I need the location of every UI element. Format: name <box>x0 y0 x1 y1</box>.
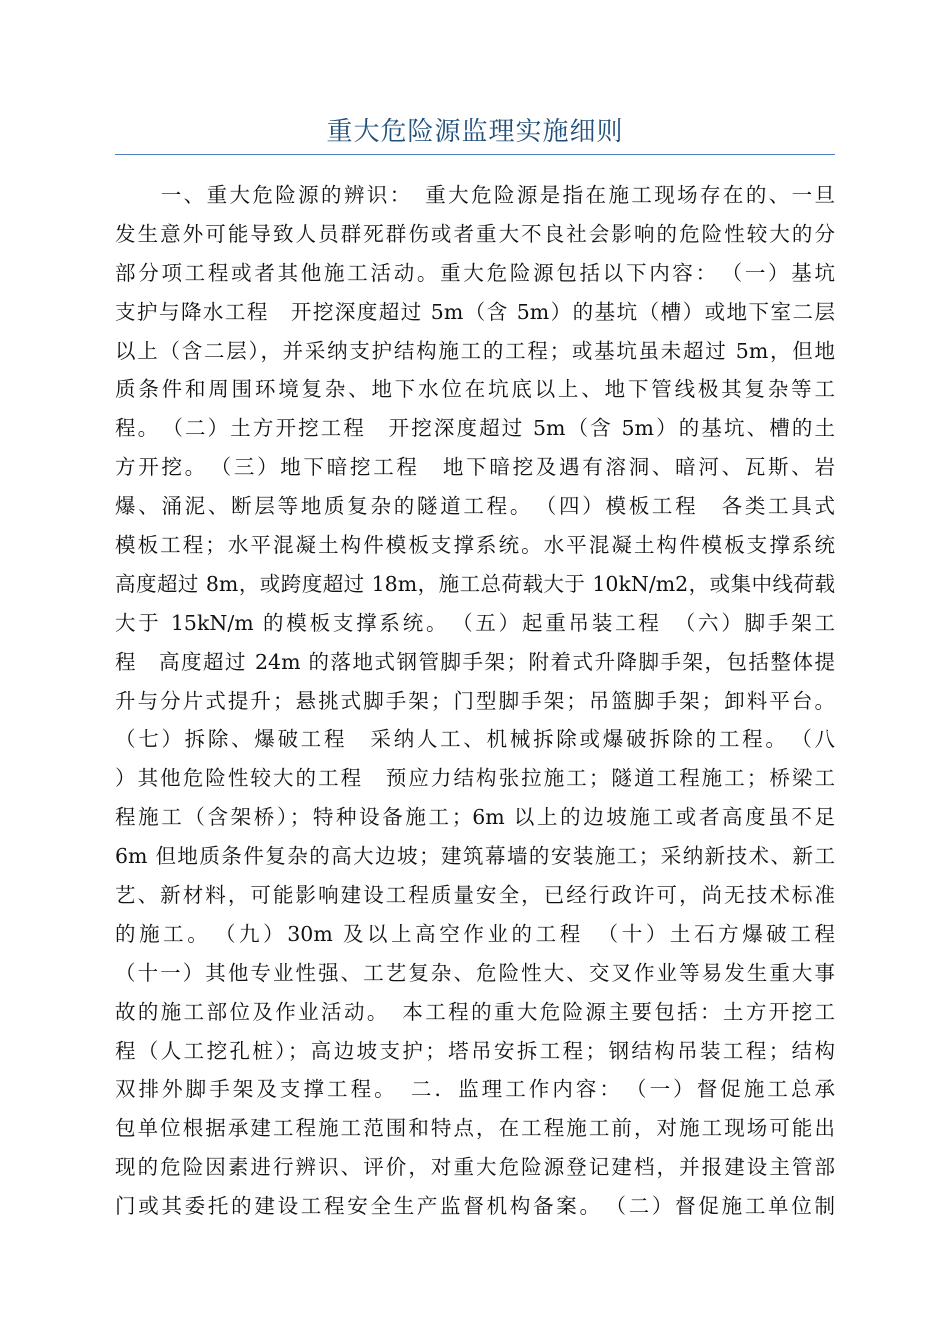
body-line: 艺、新材料，可能影响建设工程质量安全，已经行政许可，尚无技术标准 <box>115 883 835 908</box>
body-line: 发生意外可能导致人员群死群伤或者重大不良社会影响的危险性较大的分 <box>115 221 835 246</box>
body-line: 程（人工挖孔桩）；高边坡支护；塔吊安拆工程；钢结构吊装工程；结构 <box>115 1038 835 1063</box>
body-line: 6m 但地质条件复杂的高大边坡；建筑幕墙的安装施工；采纳新技术、新工 <box>115 844 835 869</box>
body-line: ）其他危险性较大的工程 预应力结构张拉施工；隧道工程施工；桥梁工 <box>115 766 835 791</box>
body-line: 双排外脚手架及支撑工程。 二．监理工作内容： （一）督促施工总承 <box>115 1077 835 1102</box>
body-line: 支护与降水工程 开挖深度超过 5m（含 5m）的基坑（槽）或地下室二层 <box>115 299 835 324</box>
document-title: 重大危险源监理实施细则 <box>326 117 624 147</box>
body-line: 的施工。 （九）30m 及以上高空作业的工程 （十）土石方爆破工程 <box>115 921 835 946</box>
body-line: 程。 （二）土方开挖工程 开挖深度超过 5m（含 5m）的基坑、槽的土 <box>115 416 835 441</box>
body-line: 程 高度超过 24m 的落地式钢管脚手架；附着式升降脚手架，包括整体提 <box>115 649 835 674</box>
body-line: 一、重大危险源的辨识： 重大危险源是指在施工现场存在的、一旦 <box>115 183 835 207</box>
body-line: 现的危险因素进行辨识、评价，对重大危险源登记建档，并报建设主管部 <box>115 1155 835 1180</box>
body-line: 门或其委托的建设工程安全生产监督机构备案。 （二）督促施工单位制 <box>115 1194 835 1219</box>
body-line: 高度超过 8m，或跨度超过 18m，施工总荷载大于 10kN/m2，或集中线荷载 <box>115 571 835 596</box>
body-line: （十一）其他专业性强、工艺复杂、危险性大、交叉作业等易发生重大事 <box>115 960 835 985</box>
document-body <box>115 176 835 1226</box>
body-line: 大于 15kN/m 的模板支撑系统。 （五）起重吊装工程 （六）脚手架工 <box>115 610 835 635</box>
body-line: 爆、涌泥、断层等地质复杂的隧道工程。 （四）模板工程 各类工具式 <box>115 494 835 519</box>
title-underline <box>115 154 835 155</box>
body-line: 模板工程；水平混凝土构件模板支撑系统。水平混凝土构件模板支撑系统 <box>115 533 835 558</box>
body-line: 质条件和周围环境复杂、地下水位在坑底以上、地下管线极其复杂等工 <box>115 377 835 402</box>
body-line: 部分项工程或者其他施工活动。重大危险源包括以下内容： （一）基坑 <box>115 260 835 285</box>
body-line: 以上（含二层），并采纳支护结构施工的工程；或基坑虽未超过 5m，但地 <box>115 338 835 363</box>
body-line: 升与分片式提升；悬挑式脚手架；门型脚手架；吊篮脚手架；卸料平台。 <box>115 688 835 713</box>
body-line: 方开挖。 （三）地下暗挖工程 地下暗挖及遇有溶洞、暗河、瓦斯、岩 <box>115 455 835 480</box>
body-line: 程施工（含架桥）；特种设备施工；6m 以上的边坡施工或者高度虽不足 <box>115 805 835 830</box>
body-line: （七）拆除、爆破工程 采纳人工、机械拆除或爆破拆除的工程。 （八 <box>115 727 835 752</box>
body-line: 包单位根据承建工程施工范围和特点，在工程施工前，对施工现场可能出 <box>115 1116 835 1141</box>
body-line: 故的施工部位及作业活动。 本工程的重大危险源主要包括：土方开挖工 <box>115 999 835 1024</box>
